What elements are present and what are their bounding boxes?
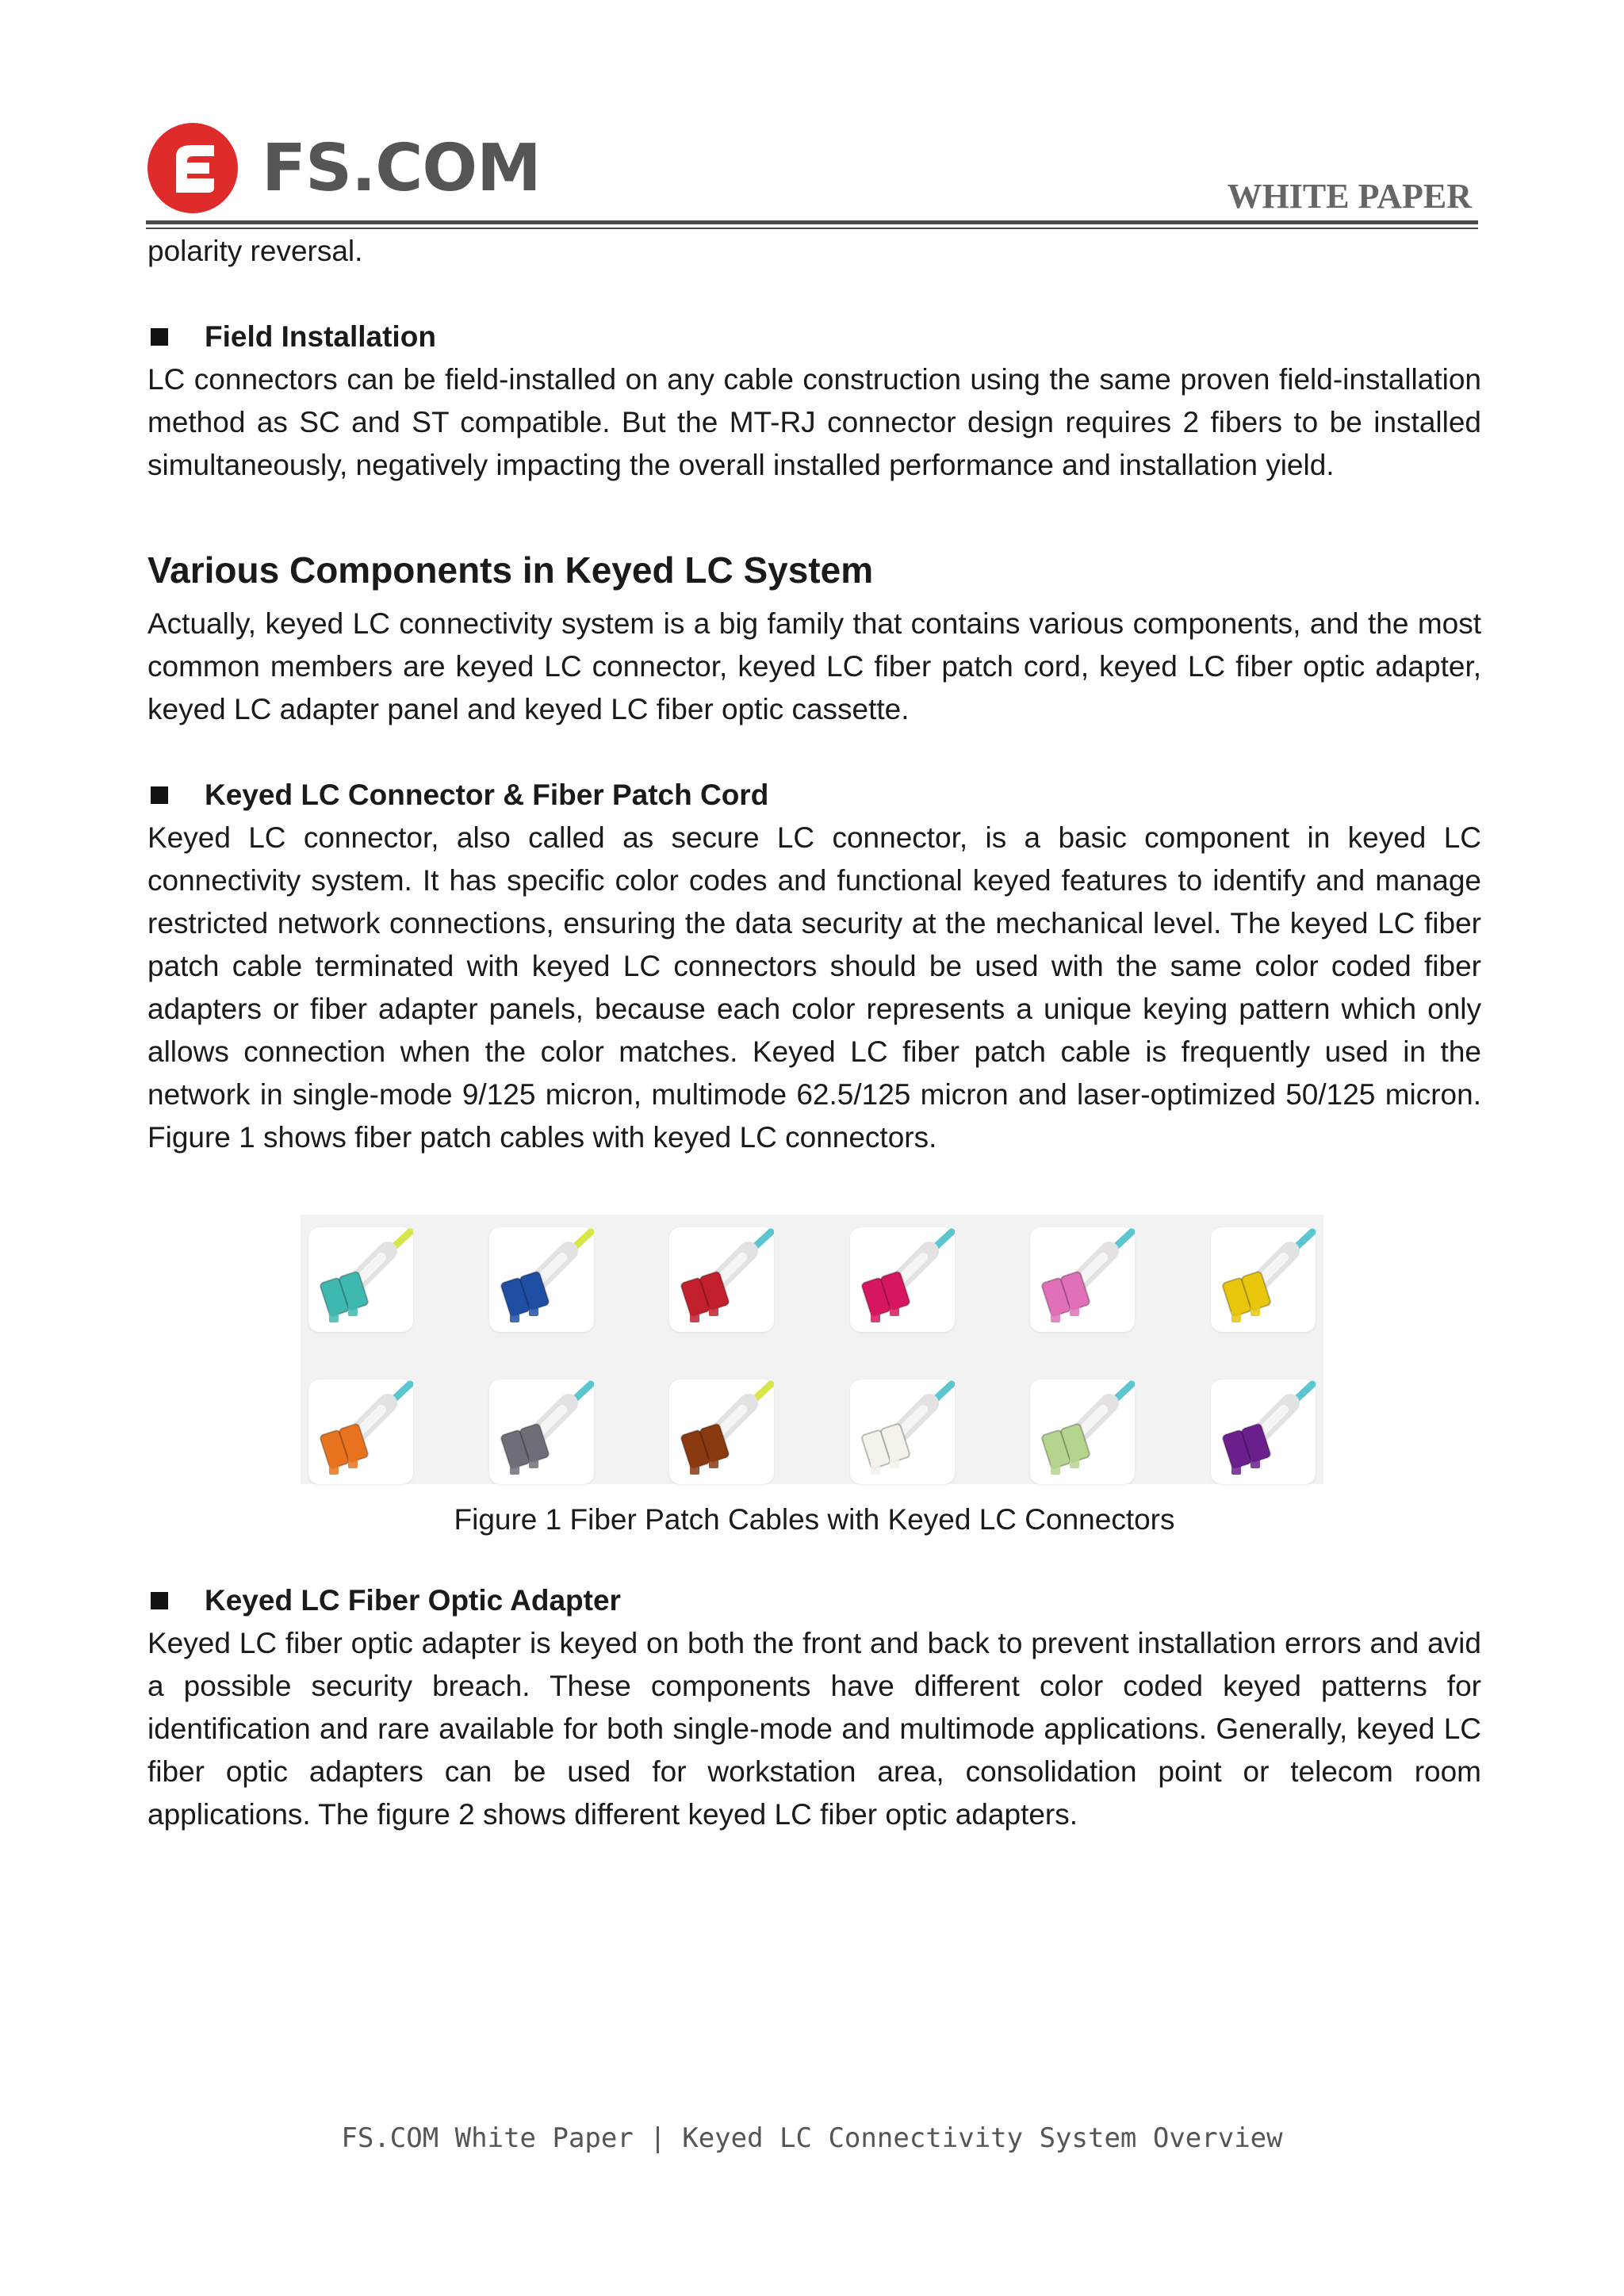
keyed-lc-connector-thumbnail	[1030, 1380, 1135, 1484]
field-installation-body: LC connectors can be field-installed on any cable construction using the same proven field-installation method as SC and ST compatible. But the MT-RJ connector design requires 2 fibers to be installed simultaneously, negatively impacting the overall installed performance and installation yield.	[147, 363, 1481, 481]
fs-logo	[146, 121, 541, 216]
field-installation-title: Field Installation	[205, 320, 436, 353]
bullet-square-icon	[151, 786, 168, 804]
page-footer: FS.COM White Paper | Keyed LC Connectivity System Overview	[341, 2122, 1283, 2154]
keyed-lc-connector-thumbnail	[489, 1380, 594, 1484]
keyed-lc-connector-thumbnail	[669, 1380, 774, 1484]
page-content	[147, 230, 1481, 1836]
field-installation-heading	[147, 316, 1481, 358]
keyed-lc-connector-thumbnail	[489, 1227, 594, 1332]
bullet-square-icon	[151, 328, 168, 346]
lc-connector-icon	[1211, 1227, 1316, 1332]
lc-connector-icon	[489, 1380, 594, 1484]
adapter-body: Keyed LC fiber optic adapter is keyed on both the front and back to prevent installation errors and avid a possible security breach. These components have different color coded keyed patterns for identification and rare available for both single-mode and multimode applications. Generally, keyed LC fiber optic adapters can be used for workstation area, consolidation point or telecom room applications. The figure 2 shows different keyed LC fiber optic adapters.	[147, 1627, 1481, 1831]
lc-connector-icon	[308, 1227, 413, 1332]
lc-connector-icon	[669, 1227, 774, 1332]
lc-connector-icon	[669, 1380, 774, 1484]
header-rule-thin	[146, 228, 1478, 229]
bullet-square-icon	[151, 1592, 168, 1609]
keyed-lc-connector-thumbnail	[1211, 1227, 1316, 1332]
intro-tail: polarity reversal.	[147, 235, 363, 267]
lc-connector-icon	[1211, 1380, 1316, 1484]
keyed-lc-connector-thumbnail	[669, 1227, 774, 1332]
lc-connector-icon	[850, 1380, 955, 1484]
adapter-title: Keyed LC Fiber Optic Adapter	[205, 1584, 621, 1617]
connector-body: Keyed LC connector, also called as secure LC connector, is a basic component in keyed LC connectivity system. It has specific color codes and functional keyed features to identify and manage restricted network connections, ensuring the data security at the mechanical level. The keyed LC fiber patch cable terminated with keyed LC connectors should be used with the same color coded fiber adapters or fiber adapter panels, because each color represents a unique keying pattern which only allows connection when the color matches. Keyed LC fiber patch cable is frequently used in the network in single-mode 9/125 micron, multimode 62.5/125 micron and laser-optimized 50/125 micron. Figure 1 shows fiber patch cables with keyed LC connectors.	[147, 821, 1481, 1154]
lc-connector-icon	[489, 1227, 594, 1332]
adapter-heading	[147, 1579, 1481, 1622]
keyed-lc-connector-thumbnail	[308, 1227, 413, 1332]
connector-grid	[301, 1215, 1323, 1484]
fs-logo-mark-icon	[146, 121, 239, 215]
lc-connector-icon	[308, 1380, 413, 1484]
keyed-lc-connector-thumbnail	[850, 1227, 955, 1332]
figure-1-image	[301, 1215, 1323, 1484]
lc-connector-icon	[1030, 1227, 1135, 1332]
lc-connector-icon	[850, 1227, 955, 1332]
section-title: Various Components in Keyed LC System	[147, 549, 874, 591]
header-rule	[146, 220, 1478, 224]
lc-connector-icon	[1030, 1380, 1135, 1484]
figure-1-caption: Figure 1 Fiber Patch Cables with Keyed LC Connectors	[454, 1503, 1175, 1536]
logo-text: FS.COM	[262, 130, 541, 206]
connector-heading	[147, 774, 1481, 817]
section-intro: Actually, keyed LC connectivity system is a big family that contains various components, and the most common members are keyed LC connector, keyed LC fiber patch cord, keyed LC fiber optic adapter, keyed LC adapter panel and keyed LC fiber optic cassette.	[147, 607, 1481, 725]
connector-title: Keyed LC Connector & Fiber Patch Cord	[205, 779, 769, 811]
keyed-lc-connector-thumbnail	[1211, 1380, 1316, 1484]
keyed-lc-connector-thumbnail	[308, 1380, 413, 1484]
keyed-lc-connector-thumbnail	[1030, 1227, 1135, 1332]
keyed-lc-connector-thumbnail	[850, 1380, 955, 1484]
white-paper-label: WHITE PAPER	[1227, 177, 1472, 216]
